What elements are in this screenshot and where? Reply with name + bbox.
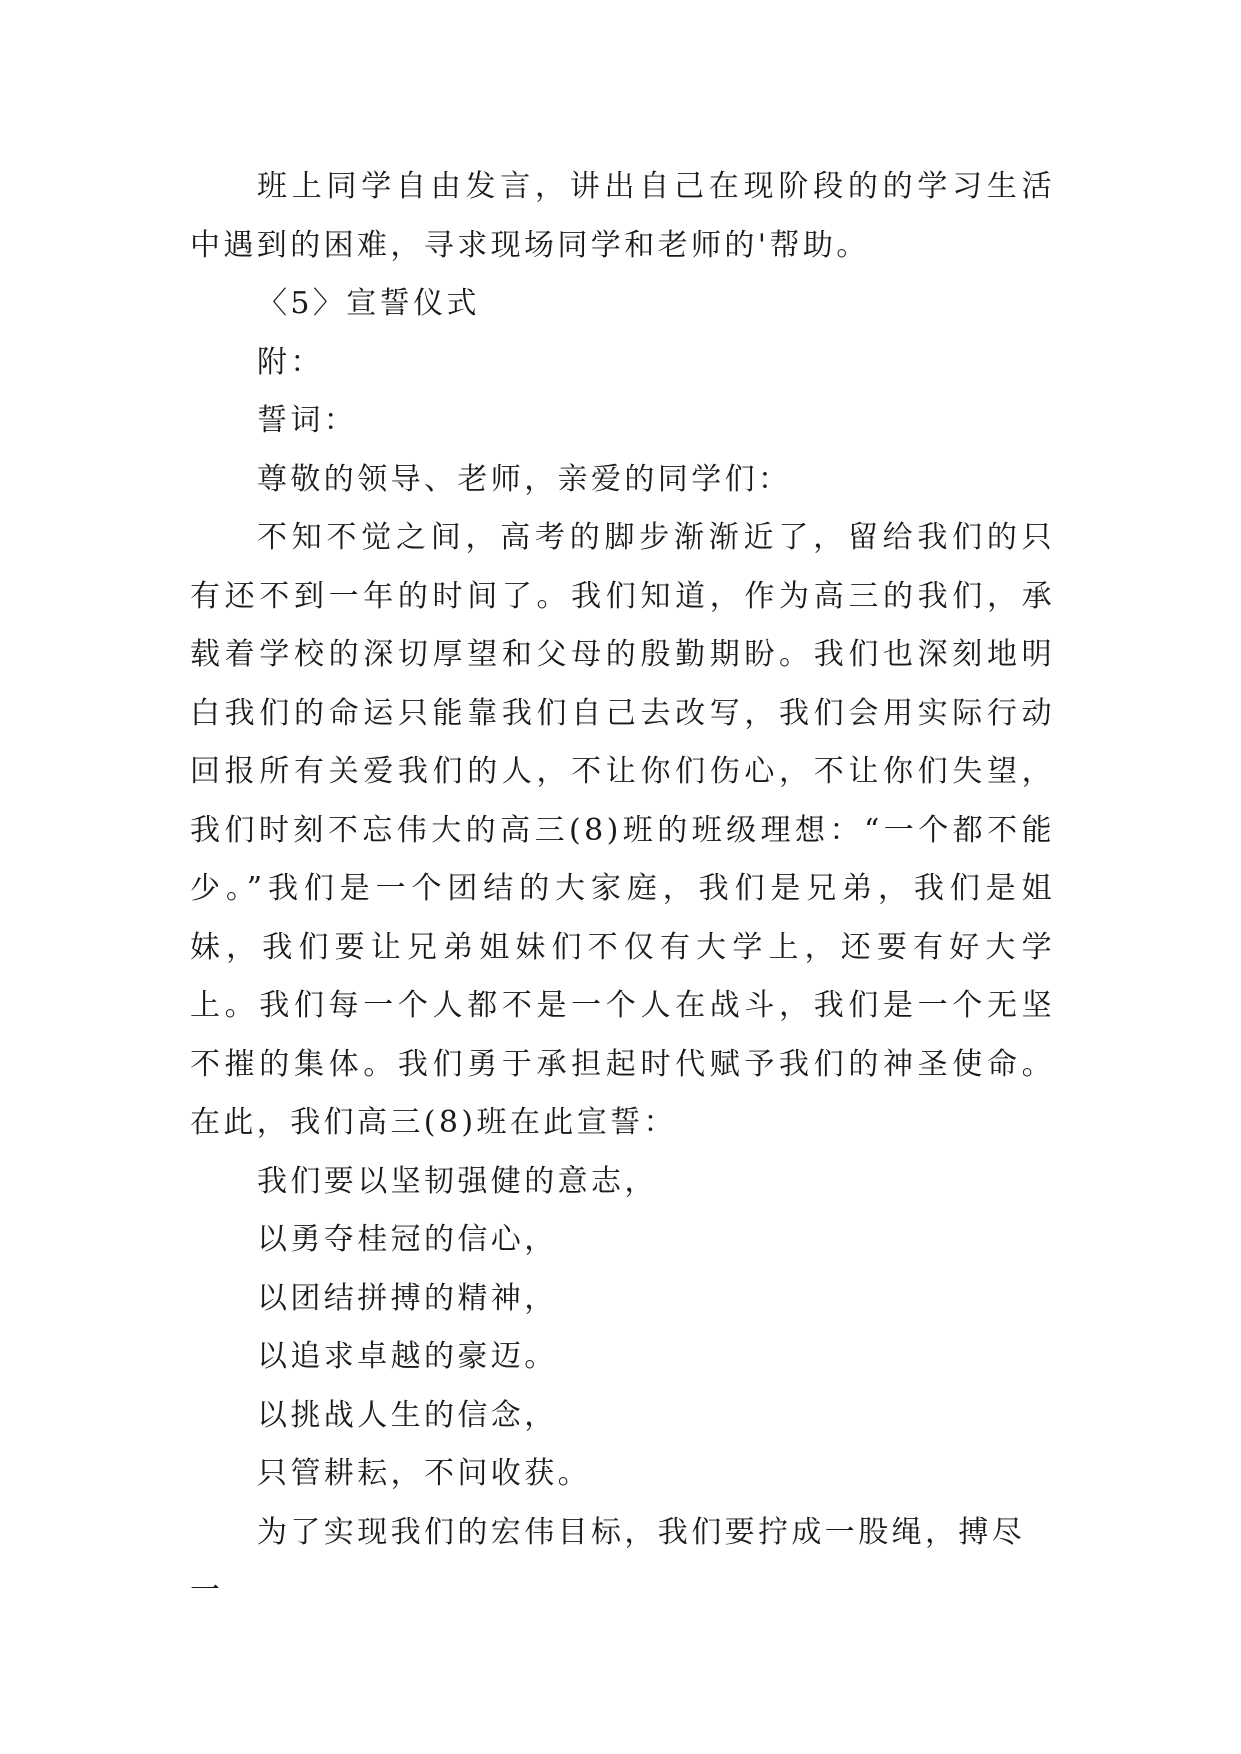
oath-line-3: 以团结拼搏的精神，	[257, 1280, 558, 1316]
oath-label: 誓词：	[257, 403, 358, 438]
oath-line-5: 以挑战人生的信念，	[257, 1397, 558, 1433]
salutation: 尊敬的领导、老师，亲爱的同学们：	[257, 461, 792, 497]
oath-line-4: 以追求卓越的豪迈。	[257, 1339, 558, 1374]
paragraph-oath-intro: 不知不觉之间，高考的脚步渐渐近了，留给我们的只有还不到一年的时间了。我们知道，作为高三的我们，承载着学校的深切厚望和父母的殷勤期盼。我们也深刻地明白我们的命运只能靠我们自己去改写，我们会用实际行动回报所有关爱我们的人，不让你们伤心，不让你们失望，我们时刻不忘伟大的高三(8)班的班级理想：“一个都不能少。”我们是一个团结的大家庭，我们是兄弟，我们是姐妹，我们要让兄弟姐妹们不仅有大学上，还要有好大学上。我们每一个人都不是一个人在战斗，我们是一个无坚不摧的集体。我们勇于承担起时代赋予我们的神圣使命。在此，我们高三(8)班在此宣誓：	[190, 520, 1055, 1140]
paragraph-free-speech: 班上同学自由发言，讲出自己在现阶段的的学习生活中遇到的困难，寻求现场同学和老师的'帮助。	[190, 169, 1055, 263]
oath-line-6: 只管耕耘，不问收获。	[257, 1456, 591, 1491]
oath-line-1: 我们要以坚韧强健的意志，	[257, 1163, 658, 1199]
paragraph-goal: 为了实现我们的宏伟目标，我们要拧成一股绳，搏尽一	[190, 1514, 1026, 1608]
document-body	[190, 158, 1055, 1621]
section-heading-oath-ceremony: 〈5〉宣誓仪式	[257, 286, 480, 321]
oath-line-2: 以勇夺桂冠的信心，	[257, 1222, 558, 1257]
appendix-label: 附：	[257, 344, 324, 380]
